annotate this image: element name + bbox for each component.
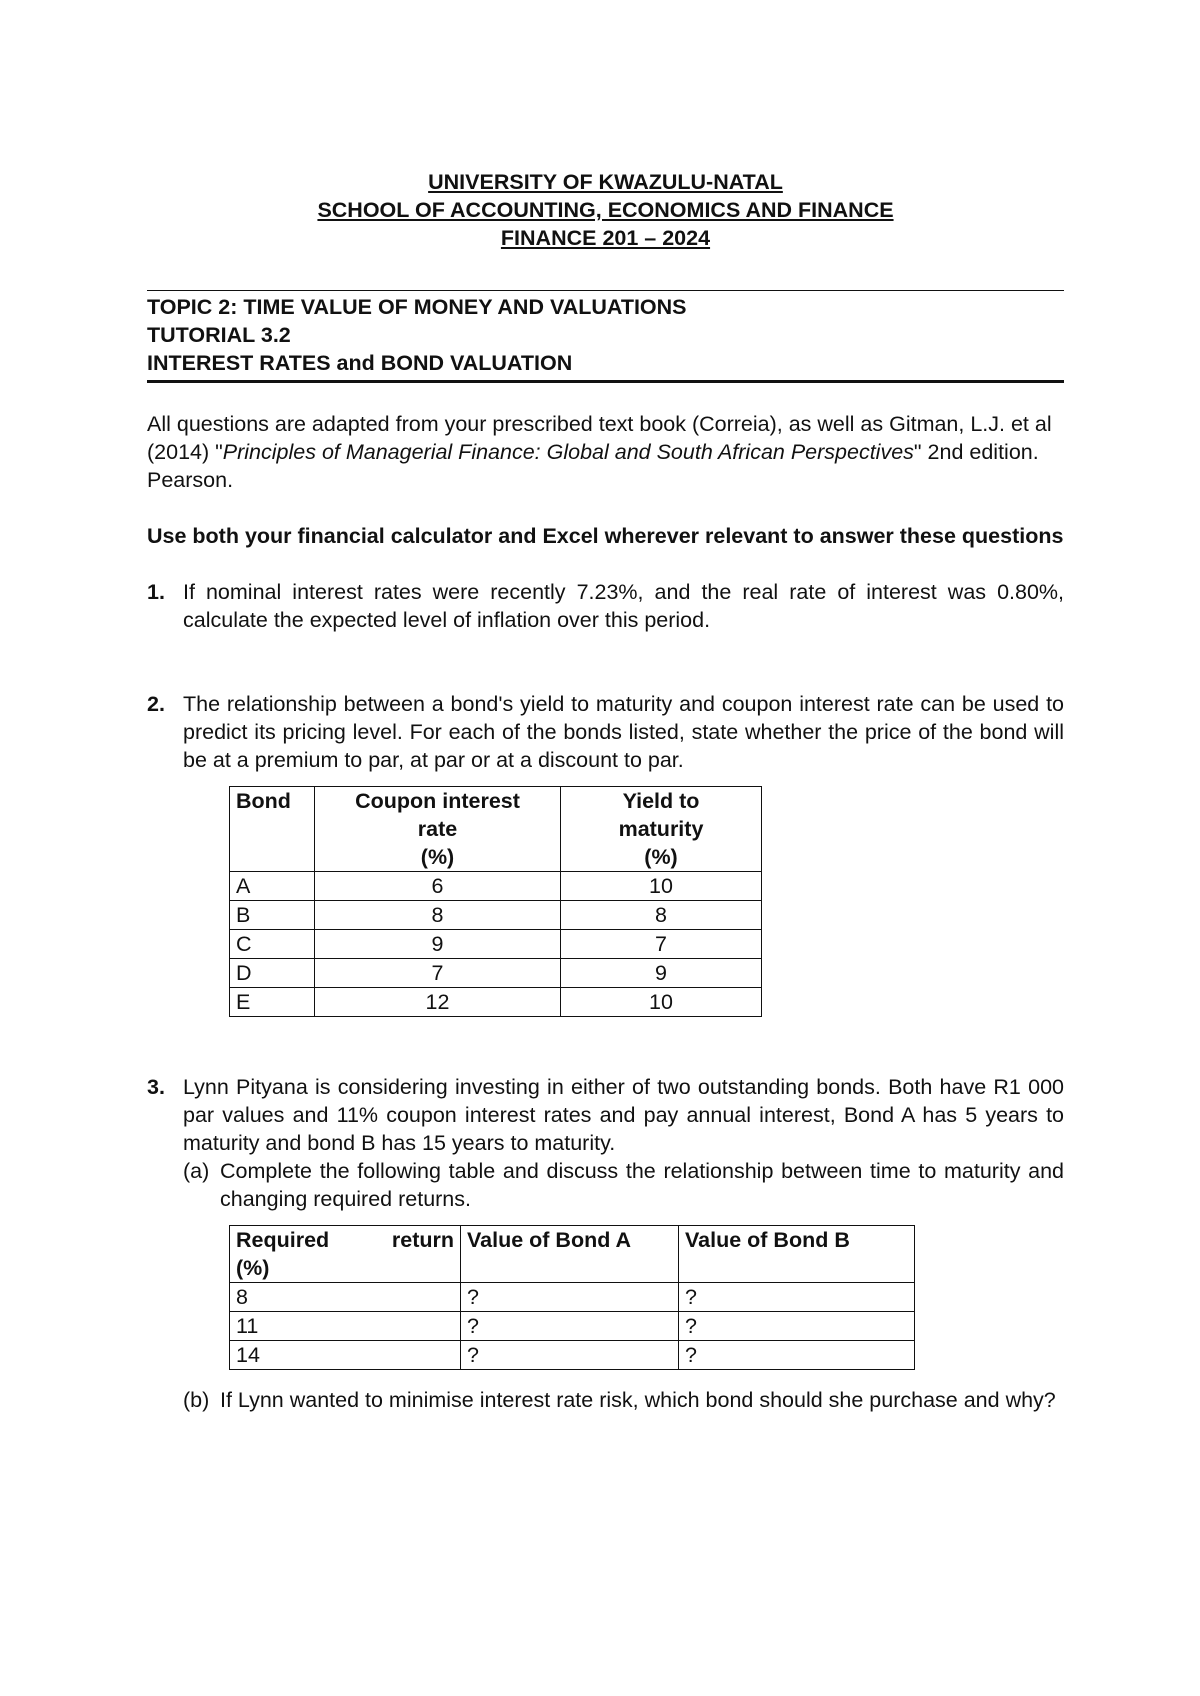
- bond-b-value-cell: ?: [679, 1312, 915, 1341]
- required-return-cell: 8: [230, 1283, 461, 1312]
- instruction-paragraph: Use both your financial calculator and Excel wherever relevant to answer these questions: [147, 524, 1064, 548]
- tutorial-subject: INTEREST RATES and BOND VALUATION: [147, 351, 573, 375]
- top-divider: [147, 290, 1064, 291]
- bottom-divider: [147, 380, 1064, 383]
- header-coupon-rate: Coupon interest rate (%): [315, 787, 561, 872]
- bond-cell: D: [230, 959, 315, 988]
- tutorial-number: TUTORIAL 3.2: [147, 323, 291, 347]
- coupon-cell: 7: [315, 959, 561, 988]
- bond-cell: E: [230, 988, 315, 1017]
- header-value-bond-b: Value of Bond B: [679, 1226, 915, 1283]
- header-required-return: Required return (%): [230, 1226, 461, 1283]
- table-header-row: [230, 1226, 915, 1283]
- coupon-cell: 12: [315, 988, 561, 1017]
- required-return-cell: 14: [230, 1341, 461, 1370]
- bond-a-value-cell: ?: [461, 1283, 679, 1312]
- bond-cell: A: [230, 872, 315, 901]
- intro-text-before: All questions are adapted from your prescribed text book (Correia), as well as Gitman, L.J. et al (2014) ": [147, 412, 1052, 464]
- coupon-cell: 9: [315, 930, 561, 959]
- university-name: UNIVERSITY OF KWAZULU-NATAL: [428, 170, 783, 194]
- header-yield-to-maturity: Yield to maturity (%): [561, 787, 762, 872]
- question-1: [147, 578, 1064, 634]
- topic-block: [147, 293, 1064, 377]
- document-page: [147, 168, 1064, 1414]
- question-3a: [183, 1157, 1064, 1213]
- bond-cell: C: [230, 930, 315, 959]
- question-3a-label: (a): [183, 1159, 210, 1183]
- header-bond: Bond: [230, 787, 315, 872]
- table-row: [230, 901, 762, 930]
- table-header-row: [230, 787, 762, 872]
- question-2-number: 2.: [147, 692, 165, 716]
- intro-book-title: Principles of Managerial Finance: Global and South African Perspectives: [222, 440, 914, 464]
- bond-value-table: [229, 1225, 915, 1370]
- ytm-cell: 8: [561, 901, 762, 930]
- question-3b-text: If Lynn wanted to minimise interest rate risk, which bond should she purchase and why?: [220, 1388, 1056, 1412]
- intro-paragraph: [147, 410, 1064, 494]
- table-row: [230, 1312, 915, 1341]
- ytm-cell: 10: [561, 988, 762, 1017]
- topic-title: TOPIC 2: TIME VALUE OF MONEY AND VALUATIONS: [147, 295, 687, 319]
- question-2: [147, 690, 1064, 774]
- bond-b-value-cell: ?: [679, 1341, 915, 1370]
- bond-cell: B: [230, 901, 315, 930]
- question-3a-text: Complete the following table and discuss the relationship between time to maturity and changing required returns.: [220, 1159, 1064, 1211]
- bond-b-value-cell: ?: [679, 1283, 915, 1312]
- school-name: SCHOOL OF ACCOUNTING, ECONOMICS AND FINANCE: [317, 198, 894, 222]
- question-3b-label: (b): [183, 1388, 210, 1412]
- question-3-text: Lynn Pityana is considering investing in either of two outstanding bonds. Both have R1 000 par values and 11% coupon interest rates and pay annual interest, Bond A has 5 years to maturity and bond B has 15 years to maturity.: [183, 1075, 1064, 1155]
- table-row: [230, 988, 762, 1017]
- ytm-cell: 7: [561, 930, 762, 959]
- question-3: [147, 1073, 1064, 1213]
- coupon-cell: 6: [315, 872, 561, 901]
- question-3-number: 3.: [147, 1075, 165, 1099]
- question-2-text: The relationship between a bond's yield to maturity and coupon interest rate can be used to predict its pricing level. For each of the bonds listed, state whether the price of the bond will be at a premium to par, at par or at a discount to par.: [183, 692, 1064, 772]
- ytm-cell: 9: [561, 959, 762, 988]
- table-row: [230, 930, 762, 959]
- intro-text-after: " 2nd edition. Pearson.: [147, 440, 1039, 492]
- required-return-cell: 11: [230, 1312, 461, 1341]
- table-row: [230, 872, 762, 901]
- table-row: [230, 1341, 915, 1370]
- table-row: [230, 959, 762, 988]
- question-3b: [183, 1386, 1064, 1414]
- bond-a-value-cell: ?: [461, 1312, 679, 1341]
- bond-pricing-table: [229, 786, 762, 1017]
- table-row: [230, 1283, 915, 1312]
- question-3b-wrapper: [147, 1386, 1064, 1414]
- ytm-cell: 10: [561, 872, 762, 901]
- document-header: [147, 168, 1064, 252]
- question-1-number: 1.: [147, 580, 165, 604]
- question-1-text: If nominal interest rates were recently 7.23%, and the real rate of interest was 0.80%, calculate the expected level of inflation over this period.: [183, 580, 1064, 632]
- course-title: FINANCE 201 – 2024: [500, 226, 711, 250]
- coupon-cell: 8: [315, 901, 561, 930]
- header-value-bond-a: Value of Bond A: [461, 1226, 679, 1283]
- bond-a-value-cell: ?: [461, 1341, 679, 1370]
